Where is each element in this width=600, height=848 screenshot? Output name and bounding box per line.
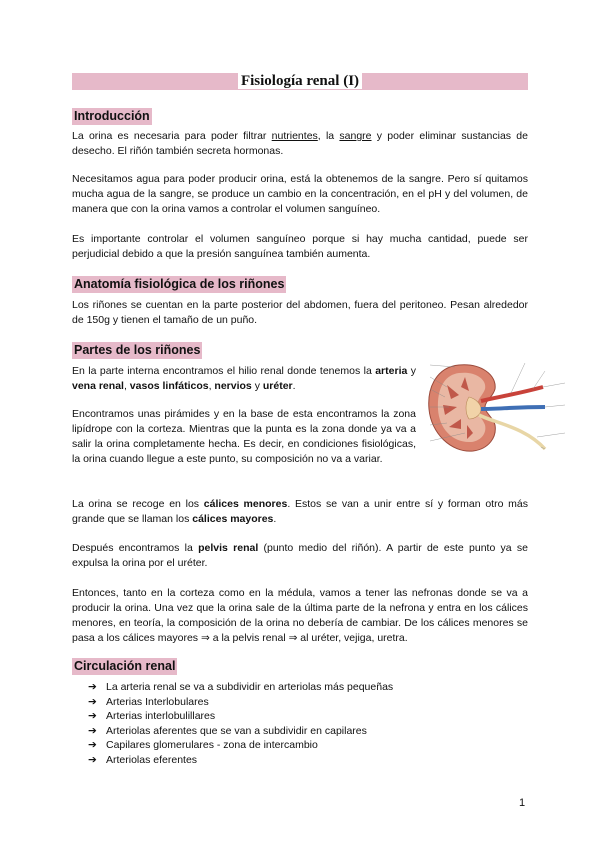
list-item-text: Capilares glomerulares - zona de intercambio: [106, 739, 318, 752]
page-title: Fisiología renal (I): [238, 73, 362, 89]
text: La orina es necesaria para poder filtrar: [72, 130, 272, 142]
intro-paragraph-3: Es importante controlar el volumen sanguíneo porque si hay mucha cantidad, puede ser perjudicial debido a que la presión sanguínea también aumenta.: [72, 233, 528, 260]
term-vena-renal: vena renal: [72, 380, 124, 392]
arrow-icon: ➔: [88, 753, 97, 766]
circulacion-list: [88, 680, 393, 768]
list-item: [88, 680, 393, 695]
arrow-icon: ➔: [88, 681, 97, 693]
text: .: [292, 380, 296, 392]
heading-introduccion: Introducción: [74, 109, 150, 123]
intro-paragraph-2: Necesitamos agua para poder producir orina, está la obtenemos de la sangre. Pero sí quitamos mucha agua de la sangre, se produce un cambio en la concentración, en el pH y del volumen, de manera que con la orina vamos a controlar el volumen sanguíneo.: [72, 173, 528, 215]
list-item-text: La arteria renal se va a subdividir en arteriolas más pequeñas: [106, 681, 394, 693]
arrow-icon: ➔: [88, 739, 97, 752]
text: y poder eliminar sustancias de desecho. El riñón también secreta hormonas.: [72, 130, 528, 157]
text: La orina se recoge en los: [72, 498, 204, 510]
term-calices-mayores: cálices mayores: [192, 513, 274, 525]
partes-paragraph-3: [72, 497, 528, 527]
term-ureter: uréter: [262, 380, 293, 392]
heading-partes: Partes de los riñones: [74, 343, 201, 357]
anatomia-paragraph-1: Los riñones se cuentan en la parte posterior del abdomen, fuera del peritoneo. Pesan alrededor de 150g y tienen el tamaño de un puño.: [72, 299, 528, 326]
partes-paragraph-5: Entonces, tanto en la corteza como en la médula, vamos a tener las nefronas donde se va a producir la orina. Una vez que la orina sale de la última parte de la nefrona y entra en los cálices menores, en teoría, la composición de la orina no debería de cambiar. De los cálices menores se pasa a los cálices mayores ⇒ a la pelvis renal ⇒ al uréter, vejiga, uretra.: [72, 587, 528, 644]
list-item-text: Arteriolas aferentes que se van a subdividir en capilares: [106, 724, 367, 737]
list-item-text: Arterias interlobulillares: [106, 710, 216, 723]
list-item: [88, 709, 393, 724]
term-calices-menores: cálices menores: [203, 498, 288, 510]
link-nutrientes[interactable]: nutrientes: [271, 130, 318, 142]
list-item: [88, 753, 393, 768]
text: (punto medio del riñón). A partir de este punto ya se expulsa la orina por el uréter.: [72, 542, 528, 569]
text: Después encontramos la: [72, 542, 199, 554]
link-sangre[interactable]: sangre: [339, 130, 372, 142]
text: y: [407, 365, 416, 377]
text: , la: [317, 130, 340, 142]
partes-paragraph-1: [72, 364, 416, 394]
arrow-icon: ➔: [88, 724, 97, 737]
kidney-illustration: [425, 357, 585, 457]
text: ,: [123, 380, 130, 392]
text: En la parte interna encontramos el hilio renal donde tenemos la: [72, 365, 376, 377]
list-item: [88, 738, 393, 753]
text: .: [273, 513, 277, 525]
text: ,: [208, 380, 215, 392]
text: y: [251, 380, 263, 392]
term-pelvis-renal: pelvis renal: [198, 542, 259, 554]
partes-paragraph-4: [72, 541, 528, 571]
term-vasos-linfaticos: vasos linfáticos: [129, 380, 209, 392]
arrow-icon: ➔: [88, 710, 97, 723]
page-title-wrap: [0, 71, 600, 91]
page-number: 1: [519, 797, 526, 809]
kidney-diagram: [425, 357, 585, 457]
intro-paragraph-1: [72, 129, 528, 159]
list-item-text: Arterias Interlobulares: [106, 695, 209, 708]
partes-paragraph-2: Encontramos unas pirámides y en la base de esta encontramos la zona lipídrope con la corteza. Mientras que la punta es la zona donde ya va a salir la orina completamente hecha. Es decir, en condiciones fisiológicas, la orina cuando llegue a este punto, su composición no va a variar.: [72, 408, 416, 465]
heading-circulacion: Circulación renal: [74, 659, 176, 673]
text: . Estos se van a unir entre sí y forman otro más grande que se llaman los: [72, 498, 529, 525]
list-item: [88, 724, 393, 739]
term-arteria: arteria: [375, 365, 408, 377]
heading-anatomia: Anatomía fisiológica de los riñones: [74, 277, 285, 291]
arrow-icon: ➔: [88, 695, 97, 708]
term-nervios: nervios: [214, 380, 252, 392]
list-item-text: Arteriolas eferentes: [106, 753, 198, 766]
list-item: [88, 695, 393, 710]
